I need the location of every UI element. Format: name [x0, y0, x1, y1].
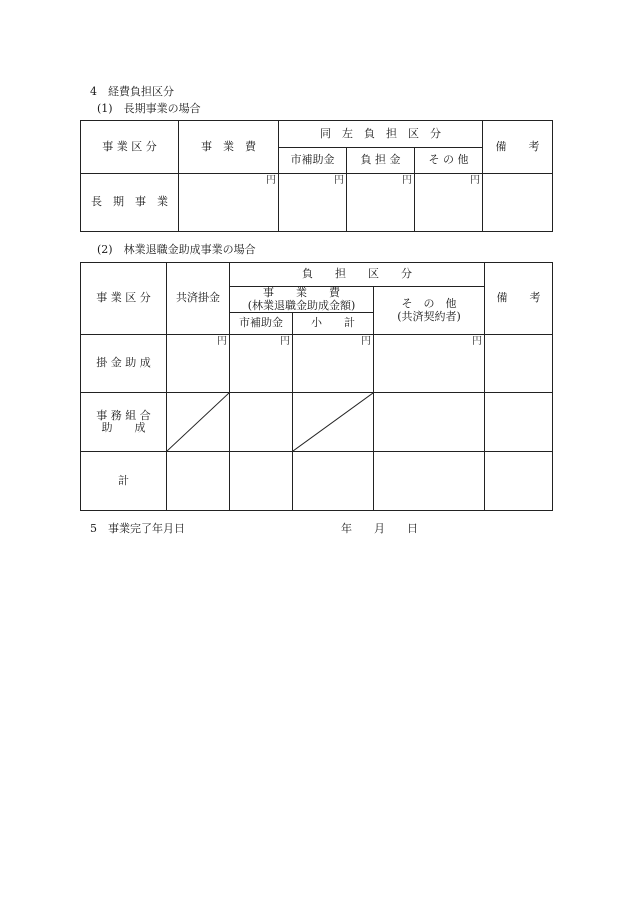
- completion-date-label: 年 月 日: [341, 522, 418, 535]
- cell-city-subsidy: [230, 393, 293, 452]
- subsection-1-heading: (1) 長期事業の場合: [97, 102, 201, 115]
- header-burden-division: 負 担 区 分: [230, 263, 485, 287]
- cell-city-subsidy-yen: 円: [230, 335, 293, 393]
- diagonal-strike: [293, 393, 373, 451]
- cell-premium-yen: 円: [167, 335, 230, 393]
- cell-premium-struck: [167, 393, 230, 452]
- header-city-subsidy: 市補助金: [230, 313, 293, 335]
- row-label-long-term: 長 期 事 業: [81, 174, 179, 232]
- row-label-premium-subsidy: 掛 金 助 成: [81, 335, 167, 393]
- cell-other: [374, 393, 485, 452]
- forestry-retirement-subsidy-table: [80, 262, 553, 511]
- cell-remarks: [485, 393, 553, 452]
- cell-remarks: [483, 174, 553, 232]
- cell-subtotal-total: [293, 452, 374, 511]
- section-5-heading: 5 事業完了年月日: [90, 522, 185, 535]
- cell-subtotal-yen: 円: [293, 335, 374, 393]
- header-project-cost: 事 業 費: [179, 121, 279, 174]
- header-project-category: 事 業 区 分: [81, 263, 167, 335]
- section-4-heading: 4 経費負担区分: [90, 85, 174, 98]
- row-label-total: 計: [81, 452, 167, 511]
- long-term-project-table: [80, 120, 553, 232]
- header-remarks: 備 考: [483, 121, 553, 174]
- header-remarks: 備 考: [485, 263, 553, 335]
- cell-remarks-total: [485, 452, 553, 511]
- cell-other-yen: 円: [374, 335, 485, 393]
- cell-other-yen: 円: [415, 174, 483, 232]
- header-other: そ の 他: [415, 148, 483, 174]
- cell-project-cost-yen: 円: [179, 174, 279, 232]
- header-other: [374, 287, 485, 335]
- cell-city-subsidy-total: [230, 452, 293, 511]
- cell-premium-total: [167, 452, 230, 511]
- header-project-category: 事 業 区 分: [81, 121, 179, 174]
- subsection-2-heading: (2) 林業退職金助成事業の場合: [97, 243, 256, 256]
- cell-contribution-yen: 円: [347, 174, 415, 232]
- header-burden-division: 同 左 負 担 区 分: [279, 121, 483, 148]
- row-label-line1: 事 務 組 合: [96, 408, 151, 422]
- cell-subtotal-struck: [293, 393, 374, 452]
- header-subtotal: 小 計: [293, 313, 374, 335]
- header-contribution: 負 担 金: [347, 148, 415, 174]
- cell-other-total: [374, 452, 485, 511]
- header-project-cost-label: 事 業 費: [263, 286, 340, 299]
- row-label-office-association: [81, 393, 167, 452]
- header-mutual-aid-premium: 共済掛金: [167, 263, 230, 335]
- cell-remarks: [485, 335, 553, 393]
- header-other-label: そ の 他: [401, 297, 457, 310]
- cell-city-subsidy-yen: 円: [279, 174, 347, 232]
- header-project-cost-sub: (林業退職金助成金額): [247, 298, 356, 312]
- header-city-subsidy: 市補助金: [279, 148, 347, 174]
- row-label-line2: 助 成: [101, 421, 146, 435]
- header-project-cost: [230, 287, 374, 313]
- header-other-sub: (共済契約者): [397, 309, 461, 323]
- diagonal-strike: [167, 393, 229, 451]
